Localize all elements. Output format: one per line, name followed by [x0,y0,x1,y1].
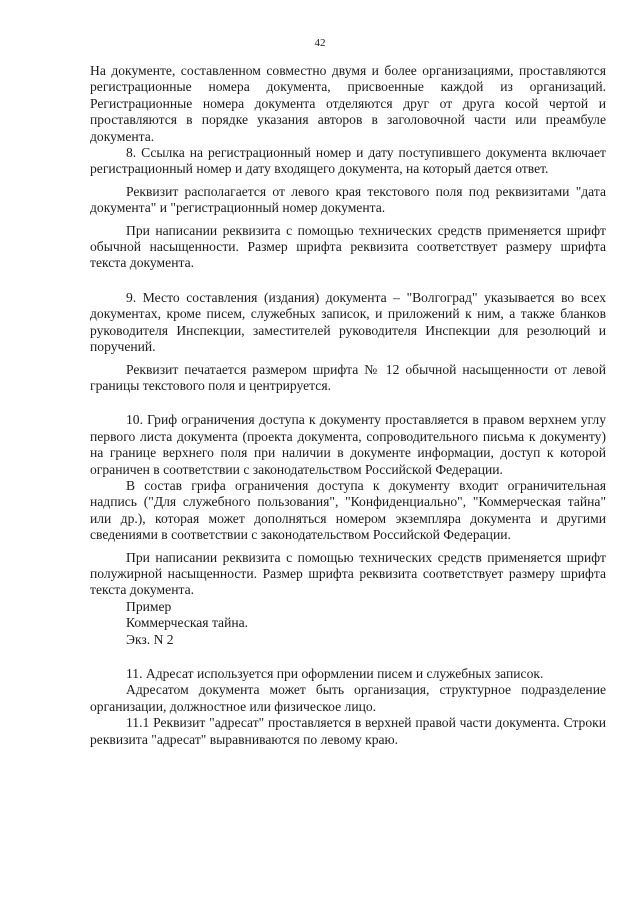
paragraph-item-8: 8. Ссылка на регистрационный номер и дату поступившего документа включает регистрационный номер и дату входящего документа, на который дается ответ. [90,145,606,177]
example-line-1: Коммерческая тайна. [126,615,249,631]
paragraph-item-8-placement: Реквизит располагается от левого края текстового поля под реквизитами "дата документа" и "регистрационный номер документа. [90,183,606,216]
example-label: Пример [126,598,172,614]
paragraph-item-8-font: При написании реквизита с помощью технических средств применяется шрифт обычной насыщенности. Размер шрифта реквизита соответствует размеру шрифта текста документа. [90,222,606,271]
paragraph-item-9: 9. Место составления (издания) документа – "Волгоград" указывается во всех документах, кроме писем, служебных записок, и приложений к ним, а также бланков руководителя Инспекции, заместителей руководителя Инспекции для резолюций и поручений. [90,289,606,355]
paragraph-item-10: 10. Гриф ограничения доступа к документу проставляется в правом верхнем углу первого листа документа (проекта документа, сопроводительного письма к документу) на границе верхнего поля при наличии в документе информации, доступ к которой ограничен в соответствии с законодательством Российской Федерации. [90,412,606,477]
paragraph-item-9-font: Реквизит печатается размером шрифта № 12 обычной насыщенности от левой границы текстового поля и центрируется. [90,361,606,393]
paragraph-item-11: 11. Адресат используется при оформлении писем и служебных записок. [126,666,544,681]
paragraph-item-10-font: При написании реквизита с помощью технических средств применяется шрифт полужирной насыщенности. Размер шрифта реквизита соответствует размеру шрифта текста документа. [90,549,606,598]
example-line-2: Экз. N 2 [126,631,174,647]
paragraph-joint-document-numbers: На документе, составленном совместно двумя и более организациями, проставляются регистрационные номера документа, присвоенные каждой из организаций. Регистрационные номера документа отделяются друг от друга косой чертой и проставляются в порядке указания авторов в заголовочной части или преамбуле документа. [90,63,606,144]
paragraph-item-11-addressee: Адресатом документа может быть организация, структурное подразделение организации, должностное или физическое лицо. [90,682,606,714]
paragraph-item-10-composition: В состав грифа ограничения доступа к документу входит ограничительная надпись ("Для служебного пользования", "Конфиденциально", "Коммерческая тайна" или др.), которая может дополняться номером экземпляра документа и другими сведениями в соответствии с законодательством Российской Федерации. [90,477,606,543]
page-number: 42 [314,37,326,49]
paragraph-item-11-1: 11.1 Реквизит "адресат" проставляется в верхней правой части документа. Строки реквизита "адресат" выравниваются по левому краю. [90,715,606,747]
document-body [90,63,606,748]
